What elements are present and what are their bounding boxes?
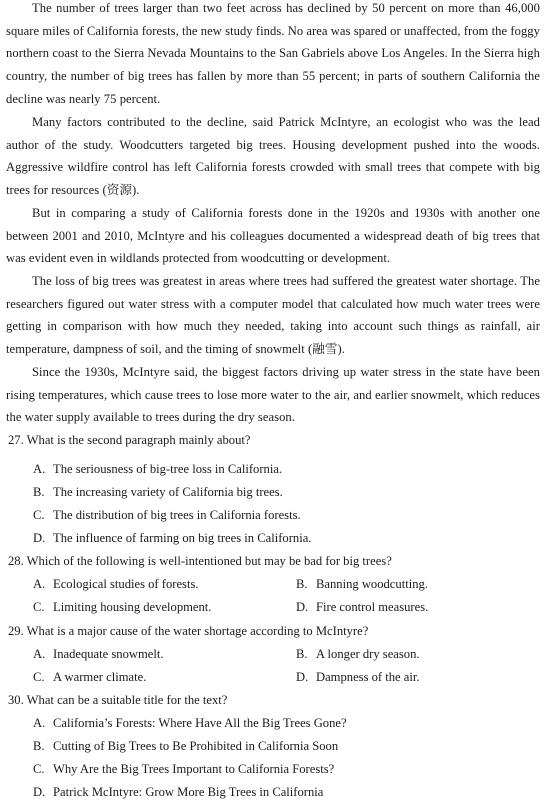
paragraph-1 <box>0 0 550 111</box>
paragraph-5 <box>0 361 550 429</box>
question-27-option-c[interactable]: C. The distribution of big trees in California forests. <box>33 508 301 522</box>
question-28-option-c[interactable]: C. Limiting housing development. <box>33 600 212 614</box>
paragraph-3 <box>0 202 550 270</box>
paragraph-4 <box>0 270 550 361</box>
question-28-option-d[interactable]: D. Fire control measures. <box>296 600 429 614</box>
question-29-option-d[interactable]: D. Dampness of the air. <box>296 670 420 684</box>
question-28-option-b[interactable]: B. Banning woodcutting. <box>296 577 428 591</box>
paragraph-1-text: The number of trees larger than two feet across has declined by 50 percent on more than 46,000 square miles of California forests, the new study finds. No area was spared or unaffected, from the foggy northern coast to the Sierra Nevada Mountains to the San Gabriels above Los Angeles. In the Sierra high country, the number of big trees has fallen by more than 55 percent; in parts of southern California the decline was nearly 75 percent. <box>6 1 540 106</box>
question-27-option-a[interactable]: A. The seriousness of big-tree loss in California. <box>33 462 283 476</box>
question-29-option-b[interactable]: B. A longer dry season. <box>296 647 420 661</box>
question-27-option-d[interactable]: D. The influence of farming on big trees in California. <box>33 531 312 545</box>
question-29-option-a[interactable]: A. Inadequate snowmelt. <box>33 647 164 661</box>
question-27-option-b[interactable]: B. The increasing variety of California big trees. <box>33 485 283 499</box>
question-30-option-d[interactable]: D. Patrick McIntyre: Grow More Big Trees in California <box>33 785 324 799</box>
question-27-stem: 27. What is the second paragraph mainly about? <box>8 433 251 447</box>
paragraph-2-text: Many factors contributed to the decline, said Patrick McIntyre, an ecologist who was the lead author of the study. Woodcutters targeted big trees. Housing development pushed into the woods. Aggressive wildfire control has left California forests crowded with small trees that compete with big trees for resources (资源). <box>6 115 540 198</box>
question-30-option-a[interactable]: A. California’s Forests: Where Have All the Big Trees Gone? <box>33 716 347 730</box>
paragraph-5-text: Since the 1930s, McIntyre said, the biggest factors driving up water stress in the state have been rising temperatures, which cause trees to lose more water to the air, and earlier snowmelt, which reduces the water supply available to trees during the dry season. <box>6 365 540 425</box>
question-28-stem: 28. Which of the following is well-intentioned but may be bad for big trees? <box>8 554 392 568</box>
paragraph-3-text: But in comparing a study of California forests done in the 1920s and 1930s with another one between 2001 and 2010, McIntyre and his colleagues documented a widespread death of big trees that was evident even in wildlands protected from woodcutting or development. <box>6 206 540 266</box>
paragraph-2 <box>0 111 550 202</box>
question-30-option-c[interactable]: C. Why Are the Big Trees Important to California Forests? <box>33 762 335 776</box>
question-30-stem: 30. What can be a suitable title for the text? <box>8 693 228 707</box>
paragraph-4-text: The loss of big trees was greatest in areas where trees had suffered the greatest water shortage. The researchers figured out water stress with a computer model that calculated how much water trees were getting in comparison with how much they needed, taking into account such things as rainfall, air temperature, dampness of soil, and the timing of snowmelt (融雪). <box>6 274 540 357</box>
question-28-option-a[interactable]: A. Ecological studies of forests. <box>33 577 199 591</box>
question-29-option-c[interactable]: C. A warmer climate. <box>33 670 147 684</box>
question-30-option-b[interactable]: B. Cutting of Big Trees to Be Prohibited in California Soon <box>33 739 339 753</box>
question-29-stem: 29. What is a major cause of the water shortage according to McIntyre? <box>8 624 369 638</box>
